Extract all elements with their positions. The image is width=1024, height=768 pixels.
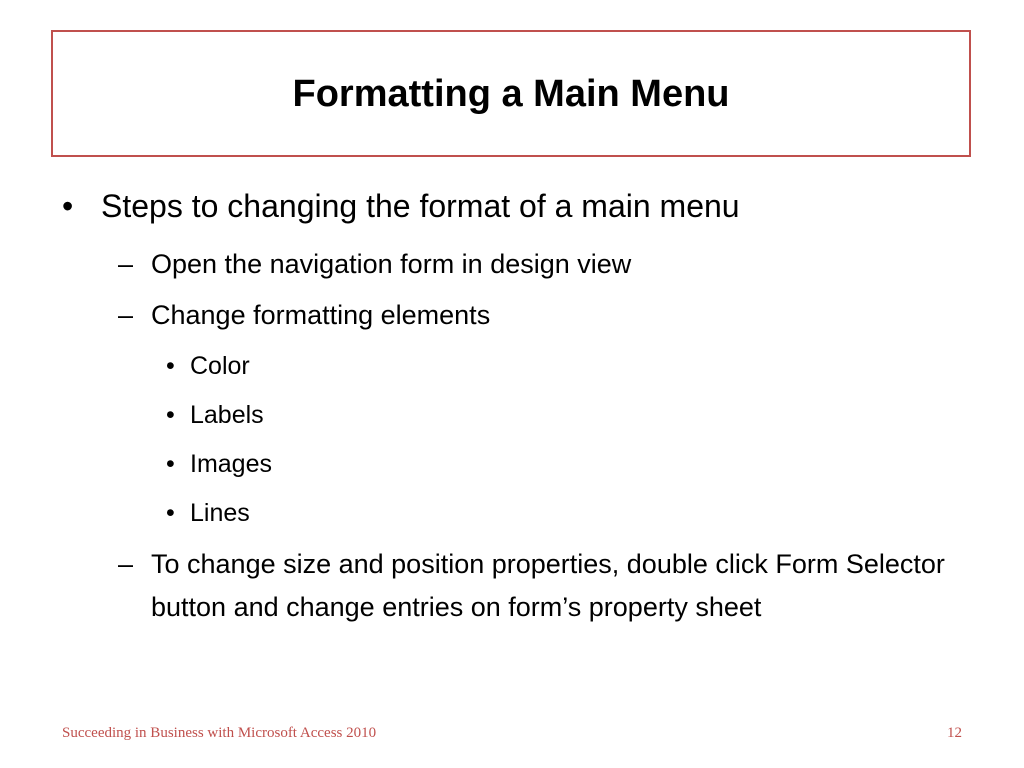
bullet-marker: • xyxy=(166,401,175,429)
slide-title: Formatting a Main Menu xyxy=(292,72,730,115)
bullet-text: Change formatting elements xyxy=(151,300,491,330)
bullet-marker: • xyxy=(166,352,175,380)
bullet-marker: • xyxy=(62,188,74,224)
bullet-text: Labels xyxy=(190,401,264,429)
bullet-text: Open the navigation form in design view xyxy=(151,249,632,279)
dash-marker: – xyxy=(118,549,134,579)
bullet-text: Color xyxy=(190,352,250,380)
bullet-marker: • xyxy=(166,450,175,478)
dash-marker: – xyxy=(118,300,134,330)
bullet-text: Steps to changing the format of a main menu xyxy=(101,188,740,224)
bullet-text: To change size and position properties, double click Form Selector button and change entries on form’s property sheet xyxy=(151,549,945,622)
dash-marker: – xyxy=(118,249,134,279)
page-number: 12 xyxy=(947,725,962,741)
bullet-text: Lines xyxy=(190,499,250,527)
bullet-marker: • xyxy=(166,499,175,527)
footer-text: Succeeding in Business with Microsoft Access 2010 xyxy=(62,725,377,741)
bullet-text: Images xyxy=(190,450,272,478)
